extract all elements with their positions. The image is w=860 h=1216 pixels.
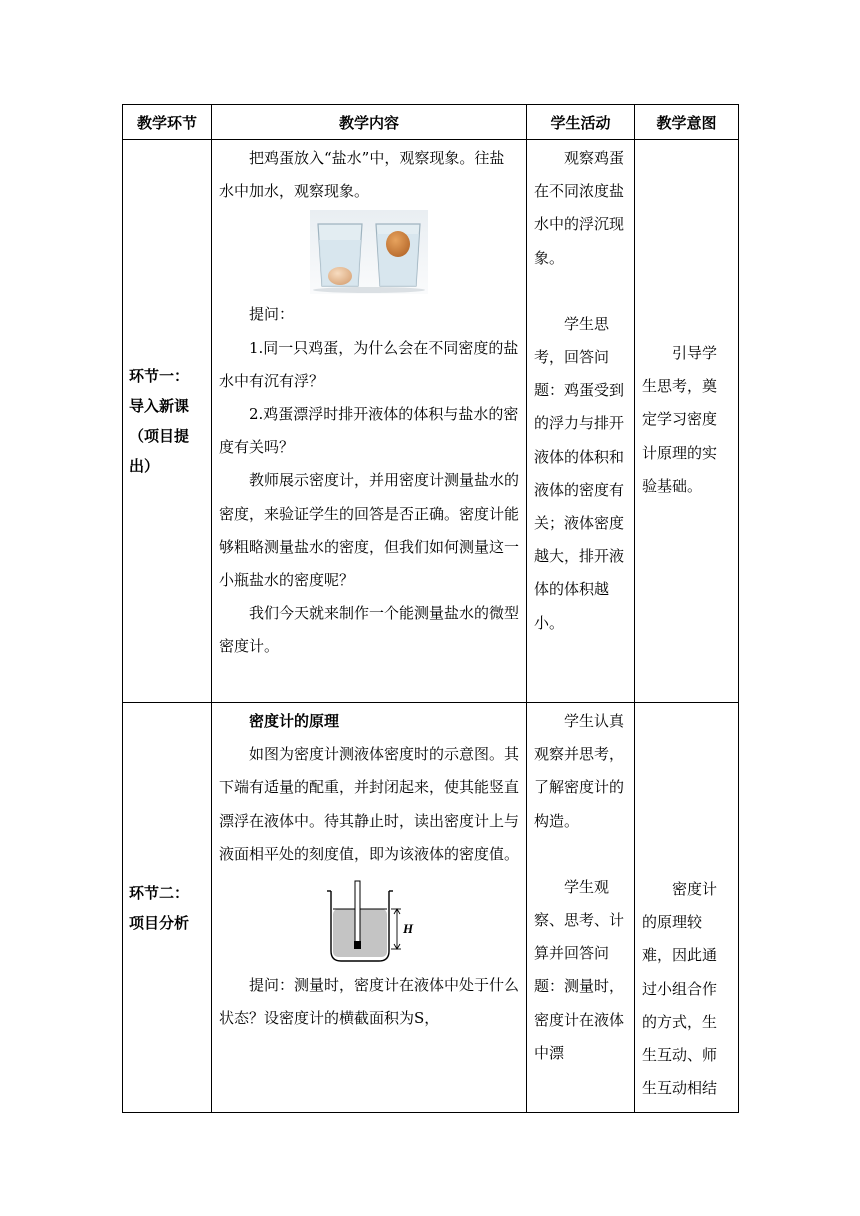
intent-paragraph: 密度计的原理较难，因此通过小组合作的方式，生生互动、师生互动相结	[642, 880, 718, 1098]
content-paragraph: 我们今天就来制作一个能测量盐水的微型密度计。	[219, 604, 520, 656]
activity-paragraph: 学生认真观察并思考，了解密度计的构造。	[534, 712, 625, 830]
activity-paragraph: 学生观察、思考、计算并回答问题：测量时，密度计在液体中漂	[534, 877, 625, 1062]
stage-text: 导入新课	[129, 397, 190, 415]
stage-text: 出）	[129, 457, 160, 475]
header-content: 教学内容	[212, 105, 527, 140]
stage-text: （项目提	[129, 427, 190, 445]
intent-cell	[635, 703, 739, 1113]
content-paragraph: 提问：测量时，密度计在液体中处于什么状态？设密度计的横截面积为S，	[219, 976, 519, 1028]
diagram-height-label: H	[403, 921, 414, 937]
section-heading: 密度计的原理	[249, 712, 340, 730]
egg-experiment-photo	[310, 210, 428, 294]
content-paragraph: 把鸡蛋放入“盐水”中，观察现象。往盐水中加水，观察现象。	[219, 149, 505, 201]
activity-cell	[527, 140, 635, 703]
header-activity: 学生活动	[527, 105, 635, 140]
table-header-row	[123, 105, 739, 140]
table-row	[123, 703, 739, 1113]
content-paragraph: 如图为密度计测液体密度时的示意图。其下端有适量的配重，并封闭起来，使其能竖直漂浮在液体中。待其静止时，读出密度计上与液面相平处的刻度值，即为该液体的密度值。	[219, 745, 519, 863]
header-stage: 教学环节	[123, 105, 212, 140]
content-paragraph: 2.鸡蛋漂浮时排开液体的体积与盐水的密度有关吗？	[219, 405, 519, 457]
stage-cell	[123, 140, 212, 703]
activity-paragraph: 观察鸡蛋在不同浓度盐水中的浮沉现象。	[534, 149, 625, 267]
lesson-plan-table	[122, 104, 739, 1113]
content-cell	[212, 703, 527, 1113]
spacer	[534, 275, 627, 308]
table-row	[123, 140, 739, 703]
stage-text: 项目分析	[129, 913, 190, 932]
intent-paragraph: 引导学生思考，奠定学习密度计原理的实验基础。	[642, 343, 718, 495]
header-intent: 教学意图	[635, 105, 739, 140]
content-paragraph: 1.同一只鸡蛋，为什么会在不同密度的盐水中有沉有浮？	[219, 338, 519, 390]
stage-text: 环节一：	[129, 367, 190, 385]
activity-cell	[527, 703, 635, 1113]
hydrometer-diagram	[319, 879, 419, 965]
content-paragraph: 教师展示密度计，并用密度计测量盐水的密度，来验证学生的回答是否正确。密度计能够粗略测量盐水的密度，但我们如何测量这一小瓶盐水的密度呢？	[219, 471, 520, 590]
intent-cell	[635, 140, 739, 703]
stage-text: 环节二：	[129, 883, 190, 902]
stage-cell	[123, 703, 212, 1113]
spacer	[534, 838, 627, 871]
content-cell	[212, 140, 527, 703]
activity-paragraph: 学生思考，回答问题：鸡蛋受到的浮力与排开液体的体积和液体的密度有关；液体密度越大，排开液体的体积越小。	[534, 314, 625, 632]
content-paragraph: 提问：	[249, 305, 295, 324]
